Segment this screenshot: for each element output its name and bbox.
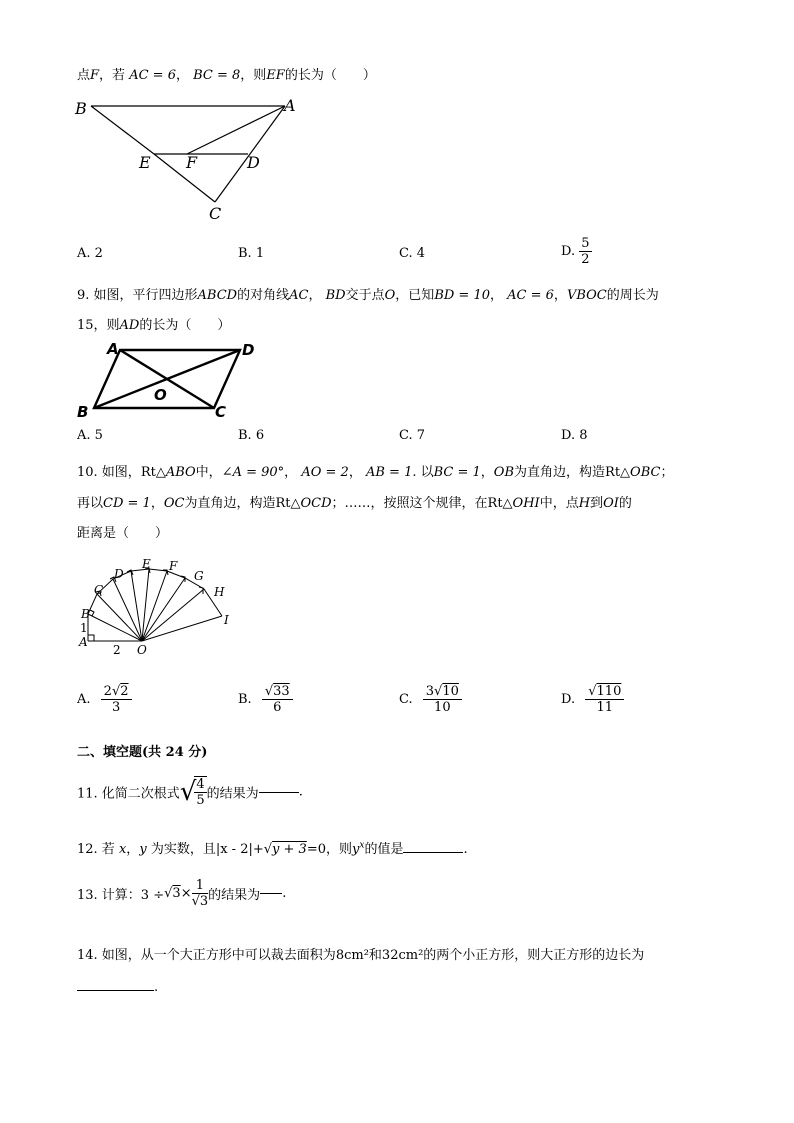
sqrt-icon: √ xyxy=(111,684,121,699)
q8-figure xyxy=(70,92,310,227)
label-B: B xyxy=(81,607,90,621)
q10-option-b[interactable]: B. $\frac{√33}{6}$ xyxy=(238,684,293,715)
label-C: C xyxy=(215,403,227,421)
q14-line1: 14. 如图，从一个大正方形中可以裁去面积为8cm²和32cm²的两个小正方形，则大正方形的边长为 xyxy=(77,948,645,963)
answer-blank[interactable] xyxy=(77,990,154,991)
label-D: D xyxy=(242,341,255,359)
answer-blank[interactable] xyxy=(259,792,299,793)
q9-stem-line1: 9. 如图，平行四边形ABCD的对角线AC， BD交于点O，已知BD = 10， AC = 6，VBOC的周长为 xyxy=(77,288,659,303)
q8-option-c[interactable]: C. 4 xyxy=(399,246,426,261)
q8-option-a[interactable]: A. 2 xyxy=(77,246,103,261)
label-C: C xyxy=(94,583,104,597)
fraction: $\frac{√110}{11}$ xyxy=(585,684,624,715)
fraction: $\frac{5}{2}$ xyxy=(581,236,590,267)
q11: 11. 化简二次根式√ $\frac{4}{5}$ 的结果为 . xyxy=(77,777,303,808)
label-2: 2 xyxy=(113,643,121,657)
sqrt-icon: √ xyxy=(164,886,173,901)
label-D: D xyxy=(114,567,124,581)
q13: 13. 计算：3 ÷√3× $\frac{1}{√3}$ 的结果为 . xyxy=(77,878,287,909)
q9-option-a[interactable]: A. 5 xyxy=(77,428,103,443)
q8-stem: 点F，若 AC = 6， BC = 8，则EF的长为（ ） xyxy=(77,68,376,83)
q10-figure xyxy=(76,556,246,658)
fraction: $\frac{4}{5}$ xyxy=(196,777,205,808)
label-F: F xyxy=(186,153,198,172)
q9-stem-line2: 15，则AD的长为（ ） xyxy=(77,318,231,333)
q9-option-c[interactable]: C. 7 xyxy=(399,428,426,443)
label-E: E xyxy=(139,153,151,172)
q10-option-a[interactable]: A. $\frac{2√2}{3}$ xyxy=(77,684,132,715)
label-A: A xyxy=(79,635,88,649)
label-G: G xyxy=(194,569,204,583)
fraction: $\frac{1}{√3}$ xyxy=(191,878,209,909)
q9-figure xyxy=(74,338,264,423)
label-F: F xyxy=(169,559,178,573)
answer-blank[interactable] xyxy=(403,852,463,853)
label-D: D xyxy=(247,153,260,172)
label-A: A xyxy=(107,340,119,358)
label-C: C xyxy=(209,204,222,223)
fraction: $\frac{3√10}{10}$ xyxy=(423,684,462,715)
label-O: O xyxy=(137,643,147,657)
section-title: 二、填空题(共 24 分) xyxy=(77,745,208,760)
q14-line2: . xyxy=(77,980,158,995)
sqrt-icon: √ xyxy=(179,777,197,807)
label-H: H xyxy=(214,585,225,599)
sqrt-icon: √ xyxy=(588,684,597,699)
label-A: A xyxy=(284,96,296,115)
fraction: $\frac{√33}{6}$ xyxy=(262,684,293,715)
sqrt-icon: √ xyxy=(434,684,443,699)
answer-blank[interactable] xyxy=(260,893,282,894)
q10-stem-line2: 再以CD = 1，OC为直角边，构造Rt△OCD；……，按照这个规律，在Rt△OHI中，点H到OI的 xyxy=(77,496,632,511)
label-B: B xyxy=(77,403,89,421)
q8-option-d[interactable]: D. $\frac{5}{2}$ xyxy=(561,236,590,267)
q10-option-c[interactable]: C. $\frac{3√10}{10}$ xyxy=(399,684,462,715)
sqrt-icon: √ xyxy=(191,894,200,909)
label-E: E xyxy=(142,557,151,571)
q10-stem-line1: 10. 如图，Rt△ABO中，∠A = 90°， AO = 2， AB = 1. 以BC = 1，OB为直角边，构造Rt△OBC； xyxy=(77,465,674,480)
label-B: B xyxy=(75,99,87,118)
q10-option-d[interactable]: D. $\frac{√110}{11}$ xyxy=(561,684,624,715)
label-1: 1 xyxy=(80,621,88,635)
q9-option-b[interactable]: B. 6 xyxy=(238,428,265,443)
sqrt-icon: √ xyxy=(263,842,273,857)
sqrt-icon: √ xyxy=(264,684,274,699)
fraction: $\frac{2√2}{3}$ xyxy=(101,684,132,715)
q10-stem-line3: 距离是（ ） xyxy=(77,526,169,541)
q9-option-d[interactable]: D. 8 xyxy=(561,428,588,443)
q8-option-b[interactable]: B. 1 xyxy=(238,246,265,261)
label-O: O xyxy=(154,386,167,404)
label-I: I xyxy=(224,613,229,627)
q12: 12. 若 x，y 为实数，且|x - 2|+√y + 3=0，则$y^x$的值是 . xyxy=(77,840,468,857)
